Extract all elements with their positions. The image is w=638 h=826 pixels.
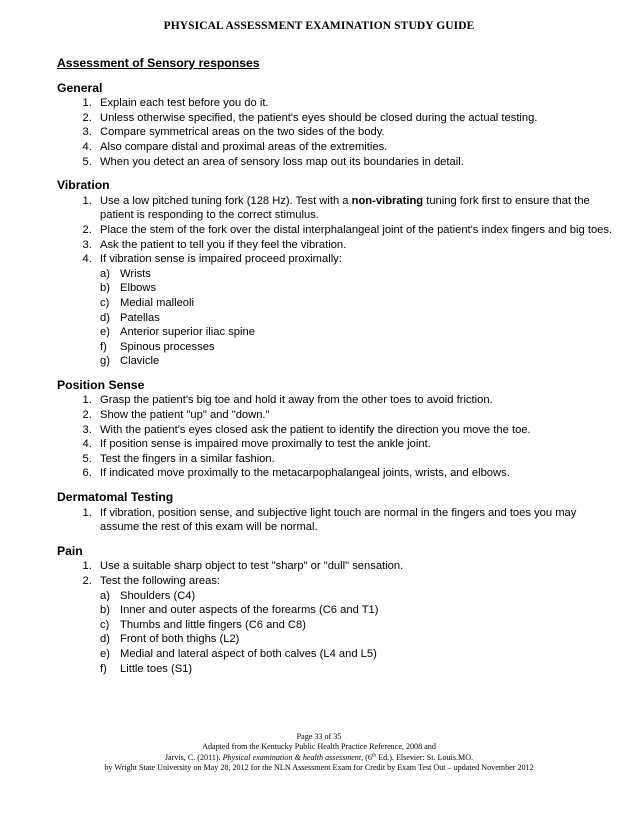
sub-list-item: [100, 340, 617, 355]
citation-superscript: th: [371, 751, 377, 758]
pain-list: [57, 559, 617, 676]
list-item: 5. When you detect an area of sensory loss map out its boundaries in detail.: [95, 155, 617, 170]
sub-item-text: Patellas: [120, 311, 160, 324]
footer-line-citation: [0, 753, 638, 763]
sub-marker: c): [100, 296, 110, 309]
document-title: Assessment of Sensory responses: [57, 56, 260, 70]
sub-marker: g): [100, 355, 110, 368]
item-text: If vibration sense is impaired proceed proximally:: [100, 253, 342, 266]
list-item: 4. Also compare distal and proximal areas of the extremities.: [95, 140, 617, 155]
footer-line-adapted: Adapted from the Kentucky Public Health Practice Reference, 2008 and: [202, 742, 436, 752]
sub-list-item: [100, 662, 617, 677]
sub-item-text: Elbows: [120, 282, 157, 295]
list-item: 2. Unless otherwise specified, the patient's eyes should be closed during the actual testing.: [95, 111, 617, 126]
sub-list-item: [100, 267, 617, 282]
item-text: Test the following areas:: [100, 575, 221, 587]
sub-list-item: [100, 589, 617, 604]
sub-list-item: [100, 311, 617, 326]
sub-list-item: [100, 354, 617, 369]
section-title-general: General: [57, 80, 103, 95]
pain-sublist: [100, 589, 617, 677]
citation-book-title: Physical examination & health assessment: [222, 752, 362, 762]
list-item: 3. Compare symmetrical areas on the two sides of the body.: [95, 125, 617, 140]
list-item: [95, 194, 617, 223]
list-item: 3. Ask the patient to tell you if they feel the vibration.: [95, 238, 617, 253]
list-item: 1. Grasp the patient's big toe and hold it away from the other toes to avoid friction.: [95, 393, 617, 408]
list-item: 6. If indicated move proximally to the metacarpophalangeal joints, wrists, and elbows.: [95, 466, 617, 481]
citation-text: , (6: [361, 752, 372, 762]
sub-item-text: Inner and outer aspects of the forearms (C6 and T1): [120, 604, 379, 617]
sub-marker: f): [100, 340, 107, 353]
list-item: 1. Explain each test before you do it.: [95, 96, 617, 111]
page-footer: [0, 732, 638, 773]
sub-list-item: [100, 647, 617, 662]
sub-item-text: Thumbs and little fingers (C6 and C8): [120, 618, 306, 631]
page-header: PHYSICAL ASSESSMENT EXAMINATION STUDY GUIDE: [163, 20, 475, 32]
position-list: [57, 393, 617, 481]
list-item: 3. With the patient's eyes closed ask the patient to identify the direction you move the toe.: [95, 423, 617, 438]
sub-item-text: Clavicle: [120, 355, 160, 368]
list-item: 1. If vibration, position sense, and subjective light touch are normal in the fingers and toes you may assume the rest of this exam will be normal.: [95, 506, 617, 535]
item-text: Use a low pitched tuning fork (128 Hz). Test with a: [100, 194, 352, 207]
sub-list-item: [100, 281, 617, 296]
section-title-vibration: Vibration: [57, 178, 110, 193]
sub-list-item: [100, 632, 617, 647]
sub-marker: a): [100, 267, 110, 280]
list-item: 4. If position sense is impaired move proximally to test the ankle joint.: [95, 437, 617, 452]
list-item: 2. Place the stem of the fork over the distal interphalangeal joint of the patient's index fingers and big toes.: [95, 223, 617, 238]
sub-marker: b): [100, 282, 110, 295]
section-dermatomal-testing: [57, 490, 617, 535]
sub-list-item: [100, 296, 617, 311]
sub-item-text: Medial and lateral aspect of both calves (L4 and L5): [120, 647, 377, 660]
vibration-sublist: [100, 267, 617, 369]
section-general: [57, 81, 617, 170]
page-content: [57, 56, 617, 685]
sub-marker: e): [100, 647, 110, 660]
list-item: 5. Test the fingers in a similar fashion.: [95, 452, 617, 467]
vibration-list: [57, 194, 617, 369]
sub-item-text: Little toes (S1): [120, 662, 193, 675]
sub-marker: a): [100, 589, 110, 602]
list-item: 1. Use a suitable sharp object to test "sharp" or "dull" sensation.: [95, 559, 617, 574]
citation-publisher: Ed.). Elsevier: St. Louis.MO.: [376, 752, 474, 762]
sub-list-item: [100, 603, 617, 618]
dermatomal-list: [57, 506, 617, 535]
sub-item-text: Front of both thighs (L2): [120, 633, 240, 646]
sub-marker: d): [100, 311, 110, 324]
sub-marker: d): [100, 633, 110, 646]
sub-marker: e): [100, 326, 110, 339]
list-item: [95, 252, 617, 369]
sub-marker: b): [100, 604, 110, 617]
section-position-sense: [57, 378, 617, 481]
sub-item-text: Shoulders (C4): [120, 589, 196, 602]
sub-marker: c): [100, 618, 110, 631]
page-number: Page 33 of 35: [296, 732, 342, 741]
list-item: 2. Show the patient "up" and "down.": [95, 408, 617, 423]
section-title-position-sense: Position Sense: [57, 377, 145, 392]
sub-item-text: Anterior superior iliac spine: [120, 326, 255, 339]
section-vibration: [57, 178, 617, 369]
citation-author: Jarvis, C. (2011).: [164, 752, 223, 762]
section-title-dermatomal-testing: Dermatomal Testing: [57, 490, 174, 505]
sub-item-text: Spinous processes: [120, 340, 215, 353]
list-item: [95, 574, 617, 676]
section-title-pain: Pain: [57, 543, 83, 558]
emphasis-text: non-vibrating: [351, 194, 424, 207]
sub-list-item: [100, 618, 617, 633]
general-list: [57, 96, 617, 169]
sub-marker: f): [100, 662, 107, 675]
sub-item-text: Wrists: [120, 267, 151, 280]
item-text: tuning fork first to ensure that the patient is responding to the correct stimulus.: [100, 194, 590, 222]
sub-item-text: Medial malleoli: [120, 296, 194, 309]
section-pain: [57, 544, 617, 676]
footer-line-credit: by Wright State University on May 28, 2012 for the NLN Assessment Exam for Credit by Exam Test Out – updated November 2012: [104, 762, 534, 772]
sub-list-item: [100, 325, 617, 340]
